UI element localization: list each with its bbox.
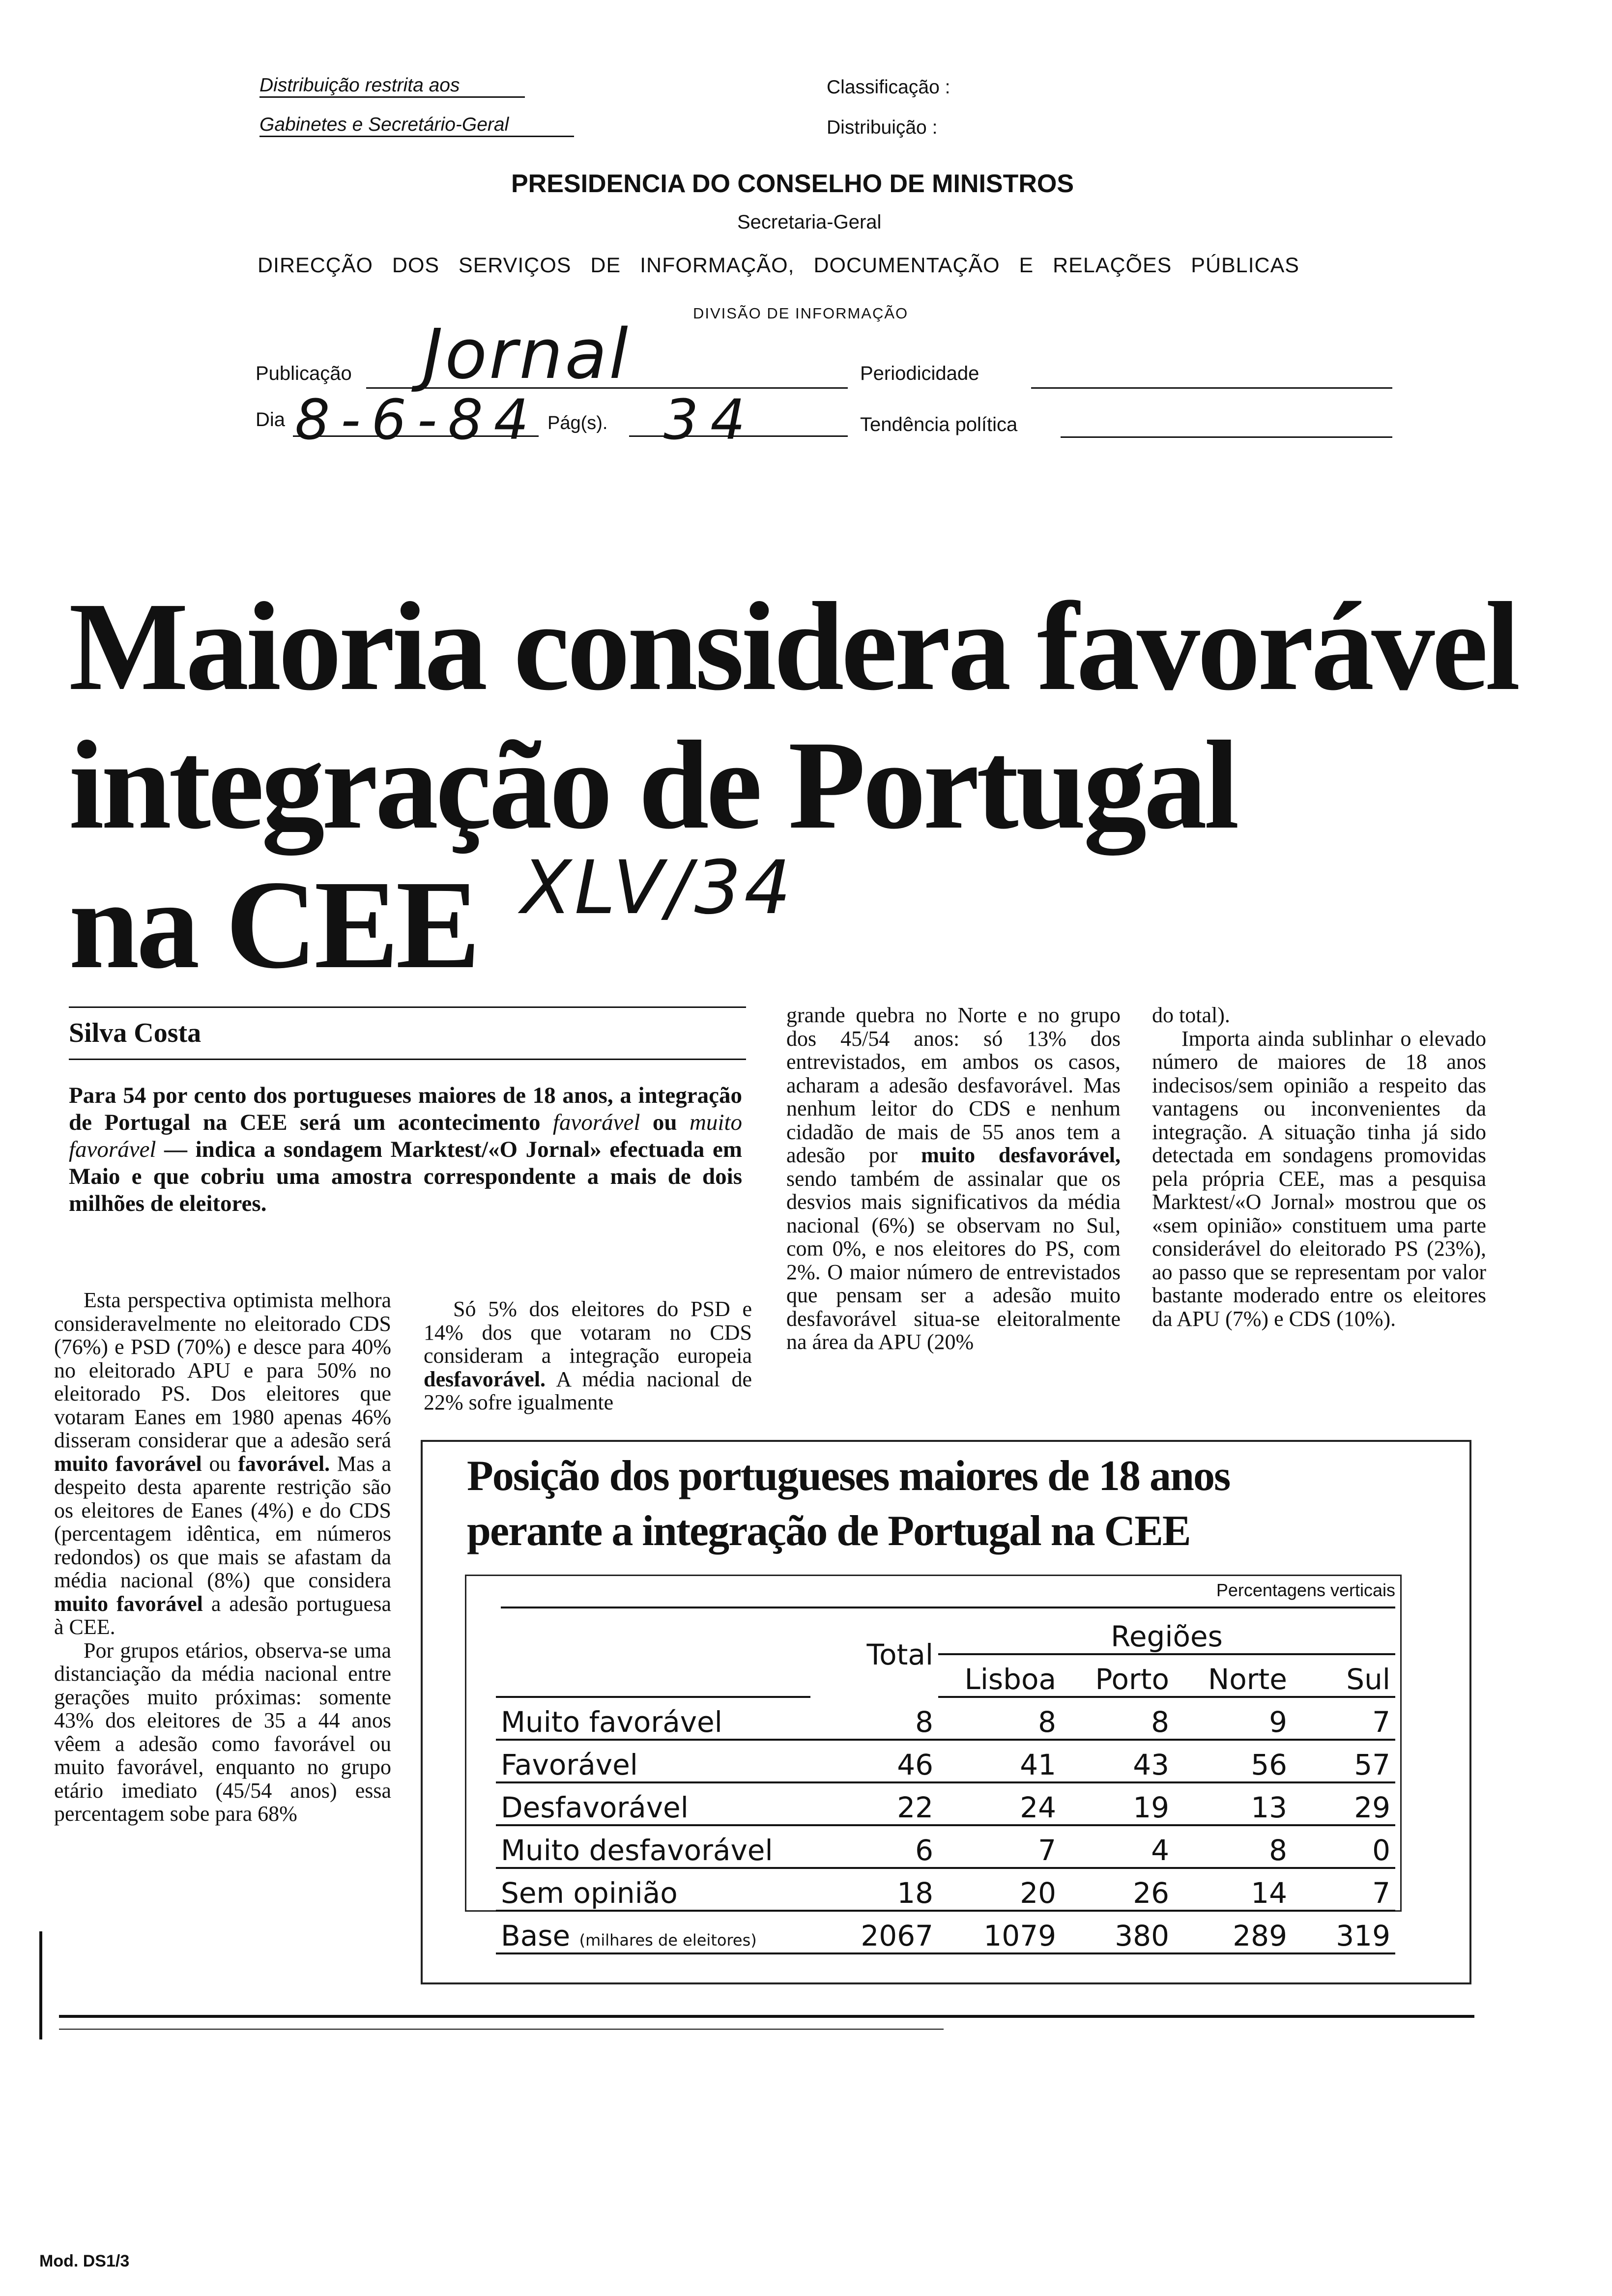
header-spacer-2	[496, 1654, 810, 1697]
col2-bold: desfavorável.	[424, 1367, 546, 1391]
cell: 22	[810, 1782, 938, 1825]
col4-paragraph-1: do total).	[1152, 1003, 1230, 1027]
cell: 7	[1292, 1868, 1395, 1911]
col1-paragraph-1	[54, 1289, 391, 1639]
table-title-line-2: perante a integração de Portugal na CEE	[467, 1507, 1190, 1555]
dia-label: Dia	[256, 409, 286, 430]
table-row	[496, 1697, 1395, 1740]
headline-line-2: integração de Portugal	[69, 715, 1237, 855]
table-header-row-1	[496, 1612, 1395, 1654]
cell: 26	[1061, 1868, 1174, 1911]
cell: 20	[938, 1868, 1061, 1911]
margin-mark	[39, 1931, 42, 2039]
survey-table-box	[421, 1440, 1471, 1984]
col2-paragraph-1	[424, 1297, 752, 1414]
cell: 9	[1174, 1697, 1292, 1740]
lead-text-a: Para 54 por cento dos portugueses maiores de 18 anos, a integração de Portugal na CEE será um acontecimento	[69, 1083, 742, 1135]
col3-p1-text: grande quebra no Norte e no grupo dos 45/54 anos: só 13% dos entrevistados, em ambos os casos, acharam a adesão desfavorável. Mas nenhum leitor do CDS e nenhum cidadão de mais de 55 anos tem a adesão por	[786, 1003, 1121, 1167]
col1-p1-text: Esta perspectiva optimista melhora consideravelmente no eleitorado CDS (76%) e PSD (70%) e desce para 40% no eleitorado APU e para 50% no eleitorado PS. Dos eleitores que votaram Eanes em 1980 apenas 46% disseram considerar que a adesão será	[54, 1288, 391, 1452]
table-note: Percentagens verticais	[1216, 1580, 1395, 1600]
author-bottom-rule	[69, 1059, 746, 1060]
table-row	[496, 1782, 1395, 1825]
cell: 0	[1292, 1825, 1395, 1868]
org-title: PRESIDENCIA DO CONSELHO DE MINISTROS	[511, 170, 1074, 198]
col1-p1-cont: Mas a despeito desta aparente restrição são os eleitores de Eanes (4%) e do CDS (percentagem idêntica, em números redondos) os que mais se afastam da média nacional (8%) que considera	[54, 1451, 392, 1592]
cell: 380	[1061, 1911, 1174, 1953]
cell: 41	[938, 1740, 1061, 1782]
col4-paragraph-2: Importa ainda sublinhar o elevado número de maiores de 18 anos indecisos/sem opinião a respeito das vantagens ou inconvenientes da integração. A situação tinha já sido detectada em sondagens promovidas pela própria CEE, mas a pesquisa Marktest/«O Jornal» mostrou que os «sem opinião» constituem uma parte considerável do eleitorado PS (23%), ao passo que se representam por valor bastante moderado entre os eleitores da APU (7%) e CDS (10%).	[1152, 1026, 1486, 1331]
headline-line-3: na CEE	[69, 854, 478, 995]
headline-line-1: Maioria considera favorável	[69, 576, 1518, 717]
author-top-rule	[69, 1006, 746, 1008]
col3-bold: muito desfavorável,	[921, 1143, 1121, 1167]
cell: 2067	[810, 1911, 938, 1953]
cell: 19	[1061, 1782, 1174, 1825]
table-base-row	[496, 1911, 1395, 1953]
col2-p1-end: A média nacional de 22% sofre igualmente	[424, 1367, 752, 1414]
direccao-line: DIRECÇÃO DOS SERVIÇOS DE INFORMAÇÃO, DOCUMENTAÇÃO E RELAÇÕES PÚBLICAS	[258, 254, 1299, 277]
header-norte: Norte	[1174, 1654, 1292, 1697]
publicacao-handwritten: Jornal	[423, 315, 630, 395]
cell: 1079	[938, 1911, 1061, 1953]
cell: 4	[1061, 1825, 1174, 1868]
classificacao-label: Classificação :	[827, 77, 950, 98]
header-spacer	[496, 1612, 810, 1654]
dia-handwritten: 8-6-84	[295, 388, 540, 452]
handwritten-reference-note: XLV/34	[521, 845, 794, 931]
bottom-rule-thick	[59, 2015, 1474, 2018]
row-label: Desfavorável	[496, 1782, 810, 1825]
article-lead	[69, 1082, 742, 1217]
cell: 56	[1174, 1740, 1292, 1782]
cell: 319	[1292, 1911, 1395, 1953]
cell: 8	[938, 1697, 1061, 1740]
col1-bold-3: muito favorável	[54, 1591, 203, 1616]
lead-muito-favoravel: muito favorável	[69, 1110, 743, 1162]
table-row	[496, 1825, 1395, 1868]
periodicidade-fill-line	[1031, 387, 1392, 389]
col3-paragraph-1	[786, 1004, 1121, 1354]
table-top-rule	[501, 1607, 1395, 1608]
col1-p1-mid: ou	[202, 1451, 238, 1476]
header-total: Total	[866, 1638, 933, 1671]
publicacao-label: Publicação	[256, 363, 352, 384]
table-row	[496, 1868, 1395, 1911]
lead-ou: ou	[640, 1110, 690, 1135]
header-regioes: Regiões	[938, 1612, 1395, 1654]
base-sublabel: (milhares de eleitores)	[579, 1931, 757, 1950]
table-title-line-1: Posição dos portugueses maiores de 18 anos	[467, 1452, 1230, 1500]
col1-bold-1: muito favorável	[54, 1451, 202, 1476]
cell: 7	[938, 1825, 1061, 1868]
cell: 8	[810, 1697, 938, 1740]
row-label: Favorável	[496, 1740, 810, 1782]
col2-p1-text: Só 5% dos eleitores do PSD e 14% dos que votaram no CDS consideram a integração europeia	[424, 1297, 752, 1368]
article-column-1	[54, 1289, 391, 1826]
tendencia-fill-line	[1061, 436, 1392, 438]
table-inner-frame	[465, 1575, 1402, 1952]
col1-paragraph-2: Por grupos etários, observa-se uma distanciação da média nacional entre gerações muito próximas: somente 43% dos eleitores de 35 a 44 anos vêem a adesão como favorável ou muito favorável, enquanto no grupo etário imediato (45/54 anos) essa percentagem sobe para 68%	[54, 1638, 391, 1826]
col3-p1-end: sendo também de assinalar que os desvios mais significativos da média nacional (6%) se observam no Sul, com 0%, e nos eleitores do PS, com 2%. O maior número de entrevistados que pensam ser a adesão muito desfavorável situa-se eleitoralmente na área da APU (20%	[786, 1166, 1121, 1354]
cell: 8	[1061, 1697, 1174, 1740]
lead-text-b: — indica a sondagem Marktest/«O Jornal» efectuada em Maio e que cobriu uma amostra correspondente a mais de dois milhões de eleitores.	[69, 1137, 742, 1216]
base-label: Base	[501, 1919, 571, 1952]
cell: 6	[810, 1825, 938, 1868]
row-label: Sem opinião	[496, 1868, 810, 1911]
cell: 43	[1061, 1740, 1174, 1782]
cell: 18	[810, 1868, 938, 1911]
table-row	[496, 1740, 1395, 1782]
periodicidade-label: Periodicidade	[860, 363, 979, 384]
base-label-cell	[496, 1911, 810, 1953]
tendencia-label: Tendência política	[860, 414, 1018, 435]
col1-p1-end: a adesão portuguesa à CEE.	[54, 1591, 391, 1639]
restricted-line-2: Gabinetes e Secretário-Geral	[259, 114, 574, 137]
pags-handwritten: 34	[663, 388, 757, 452]
cell: 8	[1174, 1825, 1292, 1868]
org-subtitle: Secretaria-Geral	[737, 211, 882, 233]
pags-label: Pág(s).	[547, 413, 608, 433]
cell: 13	[1174, 1782, 1292, 1825]
divisao-line: DIVISÃO DE INFORMAÇÃO	[693, 305, 909, 322]
cell: 7	[1292, 1697, 1395, 1740]
restricted-line-1: Distribuição restrita aos	[259, 75, 525, 98]
cell: 29	[1292, 1782, 1395, 1825]
article-column-2	[424, 1297, 752, 1414]
header-porto: Porto	[1061, 1654, 1174, 1697]
bottom-rule-thin	[59, 2029, 944, 2030]
header-lisboa: Lisboa	[938, 1654, 1061, 1697]
survey-table	[496, 1612, 1395, 1954]
cell: 57	[1292, 1740, 1395, 1782]
form-model-code: Mod. DS1/3	[39, 2252, 130, 2270]
cell: 14	[1174, 1868, 1292, 1911]
article-column-4	[1152, 1004, 1486, 1330]
cell: 289	[1174, 1911, 1292, 1953]
author-name: Silva Costa	[69, 1018, 202, 1048]
article-column-3	[786, 1004, 1121, 1354]
row-label: Muito desfavorável	[496, 1825, 810, 1868]
cell: 46	[810, 1740, 938, 1782]
lead-favoravel: favorável	[552, 1110, 640, 1135]
cell: 24	[938, 1782, 1061, 1825]
row-label: Muito favorável	[496, 1697, 810, 1740]
col1-bold-2: favorável.	[238, 1451, 330, 1476]
header-sul: Sul	[1292, 1654, 1395, 1697]
table-header-row-2	[496, 1654, 1395, 1697]
distribuicao-label: Distribuição :	[827, 117, 938, 138]
